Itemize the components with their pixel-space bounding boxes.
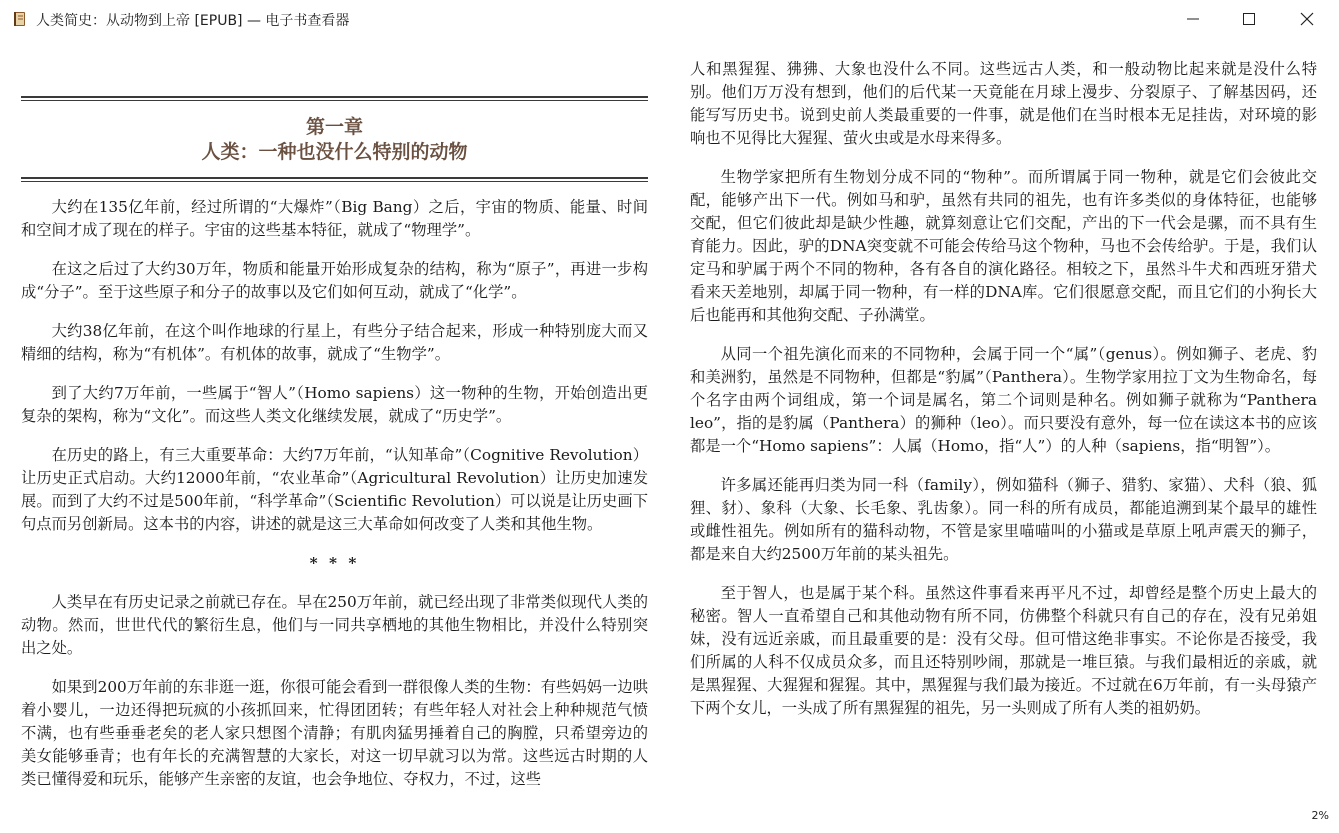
window-title: 人类简史：从动物到上帝 [EPUB] — 电子书查看器: [36, 13, 350, 29]
book-icon: [12, 11, 28, 27]
reading-progress: 2%: [1311, 809, 1329, 822]
title-bar[interactable]: [0, 0, 1339, 38]
paragraph: 在这之后过了大约30万年，物质和能量开始形成复杂的结构，称为“原子”，再进一步构成“分子”。至于这些原子和分子的故事以及它们如何互动，就成了“化学”。: [21, 260, 648, 301]
maximize-button[interactable]: [1220, 0, 1278, 38]
paragraph: 到了大约7万年前，一些属于“智人”（Homo sapiens）这一物种的生物，开始创造出更复杂的架构，称为“文化”。而这些人类文化继续发展，就成了“历史学”。: [21, 384, 648, 425]
page-right[interactable]: [690, 58, 1317, 833]
paragraph: 如果到200万年前的东非逛一逛，你很可能会看到一群很像人类的生物：有些妈妈一边哄着小婴儿，一边还得把玩疯的小孩抓回来，忙得团团转；有些年轻人对社会上种种规范气愤不满，也有些垂垂老矣的老人家只想图个清静；有肌肉猛男捶着自己的胸膛，只希望旁边的美女能够垂青；也有年长的充满智慧的大家长，对这一切早就习以为常。这些远古时期的人类已懂得爱和玩乐，能够产生亲密的友谊，也会争地位、夺权力，不过，这些: [21, 678, 648, 788]
paragraph-continued: 人和黑猩猩、狒狒、大象也没什么不同。这些远古人类，和一般动物比起来就是没什么特别。他们万万没有想到，他们的后代某一天竟能在月球上漫步、分裂原子、了解基因码，还能写写历史书。说到史前人类最重要的一件事，就是他们在当时根本无足挂齿，对环境的影响也不见得比大猩猩、萤火虫或是水母来得多。: [690, 60, 1317, 147]
close-button[interactable]: [1278, 0, 1336, 38]
paragraph: 大约在135亿年前，经过所谓的“大爆炸”（Big Bang）之后，宇宙的物质、能量、时间和空间才成了现在的样子。宇宙的这些基本特征，就成了“物理学”。: [21, 198, 648, 239]
minimize-icon: [1187, 13, 1199, 25]
maximize-icon: [1243, 13, 1255, 25]
page-left[interactable]: [21, 50, 648, 825]
chapter-rule-bottom: [21, 177, 648, 182]
minimize-button[interactable]: [1164, 0, 1222, 38]
chapter-heading: [21, 101, 648, 177]
close-icon: [1300, 12, 1314, 26]
paragraph: 生物学家把所有生物划分成不同的“物种”。而所谓属于同一物种，就是它们会彼此交配，能够产出下一代。例如马和驴，虽然有共同的祖先，也有许多类似的身体特征，也能够交配，但它们彼此却是缺少性趣，就算刻意让它们交配，产出的下一代会是骡，而不具有生育能力。因此，驴的DNA突变就不可能会传给马这个物种，马也不会传给驴。于是，我们认定马和驴属于两个不同的物种，各有各自的演化路径。相较之下，虽然斗牛犬和西班牙猎犬看来天差地别，却属于同一物种，有一样的DNA库。它们很愿意交配，而且它们的小狗长大后也能再和其他狗交配、子孙满堂。: [690, 168, 1317, 324]
paragraph: 至于智人，也是属于某个科。虽然这件事看来再平凡不过，却曾经是整个历史上最大的秘密。智人一直希望自己和其他动物有所不同，仿佛整个科就只有自己的存在，没有兄弟姐妹，没有远近亲戚，而且最重要的是：没有父母。但可惜这绝非事实。不论你是否接受，我们所属的人科不仅成员众多，而且还特别吵闹，那就是一堆巨猿。与我们最相近的亲戚，就是黑猩猩、大猩猩和猩猩。其中，黑猩猩与我们最为接近。不过就在6万年前，有一头母猿产下两个女儿，一头成了所有黑猩猩的祖先，另一头则成了所有人类的祖奶奶。: [690, 584, 1317, 717]
scene-break: * * *: [309, 554, 360, 572]
paragraph: 从同一个祖先演化而来的不同物种，会属于同一个“属”（genus）。例如狮子、老虎、豹和美洲豹，虽然是不同物种，但都是“豹属”（Panthera）。生物学家用拉丁文为生物命名，每个名字由两个词组成，第一个词是属名，第二个词则是种名。例如狮子就称为“Panthera leo”，指的是豹属（Panthera）的狮种（leo）。而只要没有意外，每一位在读这本书的应该都是一个“Homo sapiens”：人属（Homo，指“人”）的人种（sapiens，指“明智”）。: [690, 345, 1317, 455]
chapter-number: 第一章: [305, 116, 363, 138]
paragraph: 在历史的路上，有三大重要革命：大约7万年前，“认知革命”（Cognitive Revolution）让历史正式启动。大约12000年前，“农业革命”（Agricultural Revolution）让历史加速发展。而到了大约不过是500年前，“科学革命”（Scientific Revolution）可以说是让历史画下句点而另创新局。这本书的内容，讲述的就是这三大革命如何改变了人类和其他生物。: [21, 446, 648, 533]
paragraph: 许多属还能再归类为同一科（family），例如猫科（狮子、猎豹、家猫）、犬科（狼、狐狸、豺）、象科（大象、长毛象、乳齿象）。同一科的所有成员，都能追溯到某个最早的雄性或雌性祖先。例如所有的猫科动物，不管是家里喵喵叫的小猫或是草原上吼声震天的狮子，都是来自大约2500万年前的某头祖先。: [690, 476, 1317, 563]
paragraph: 人类早在有历史记录之前就已存在。早在250万年前，就已经出现了非常类似现代人类的动物。然而，世世代代的繁衍生息，他们与一同共享栖地的其他生物相比，并没什么特别突出之处。: [21, 593, 648, 657]
paragraph: 大约38亿年前，在这个叫作地球的行星上，有些分子结合起来，形成一种特别庞大而又精细的结构，称为“有机体”。有机体的故事，就成了“生物学”。: [21, 322, 648, 363]
chapter-title: 人类：一种也没什么特别的动物: [201, 141, 468, 163]
